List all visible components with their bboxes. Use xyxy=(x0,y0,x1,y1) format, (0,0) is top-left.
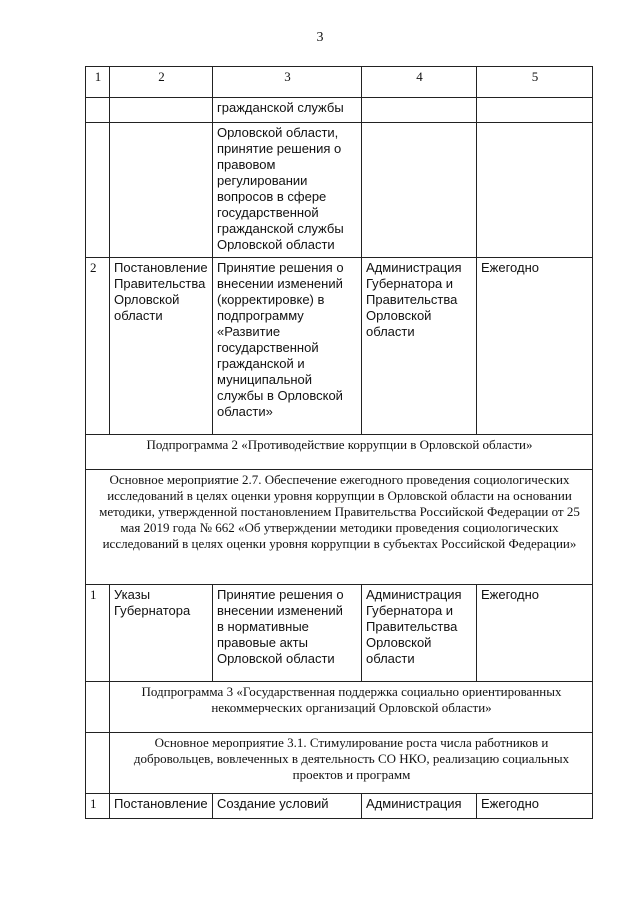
cell-decision-continued: гражданской службы xyxy=(213,98,362,123)
text-line: Администрация xyxy=(366,587,462,602)
cell-row-number: 1 xyxy=(86,794,110,819)
text-line: Правительства xyxy=(366,619,458,634)
cell-decision-text xyxy=(213,585,362,682)
table-row xyxy=(86,258,593,435)
text-line: регулировании xyxy=(217,173,308,188)
text-line: государственной xyxy=(217,340,319,355)
text-line: службы в Орловской xyxy=(217,388,343,403)
cell-deadline: Ежегодно xyxy=(477,258,593,435)
text-line: Орловской xyxy=(366,635,432,650)
text-line: Правительства xyxy=(366,292,458,307)
text-line: (корректировке) в xyxy=(217,292,325,307)
text-line: внесении изменений xyxy=(217,276,343,291)
text-line: области xyxy=(366,651,415,666)
text-line: принятие решения о xyxy=(217,141,342,156)
base-measure-row xyxy=(86,470,593,585)
cell-empty xyxy=(86,123,110,258)
cell-empty xyxy=(477,123,593,258)
text-line: подпрограмму xyxy=(217,308,304,323)
header-col-3: 3 xyxy=(213,67,362,98)
header-col-5: 5 xyxy=(477,67,593,98)
base-measure-3-1: Основное мероприятие 3.1. Стимулирование роста числа работников и добровольцев, вовлеченных в деятельность СО НКО, реализацию социальных проектов и программ xyxy=(110,733,593,794)
subprogram-heading-row xyxy=(86,435,593,470)
text-line: области xyxy=(366,324,415,339)
text-line: Принятие решения о xyxy=(217,587,344,602)
cell-decision-text xyxy=(213,123,362,258)
header-col-4: 4 xyxy=(362,67,477,98)
table-header-row xyxy=(86,67,593,98)
text-line: внесении изменений xyxy=(217,603,343,618)
subprogram-2-heading: Подпрограмма 2 «Противодействие коррупции в Орловской области» xyxy=(86,435,593,470)
cell-decision-text xyxy=(213,258,362,435)
subprogram-heading-row xyxy=(86,682,593,733)
cell-document-type xyxy=(110,258,213,435)
header-col-1: 1 xyxy=(86,67,110,98)
measures-table xyxy=(85,66,593,819)
table-row-continued-mid xyxy=(86,123,593,258)
text-line: гражданской службы xyxy=(217,221,344,236)
text-line: в нормативные xyxy=(217,619,309,634)
page-number: 3 xyxy=(316,30,324,45)
text-line: Губернатора и xyxy=(366,603,454,618)
text-line: вопросов в сфере xyxy=(217,189,327,204)
text-line: правовые акты xyxy=(217,635,308,650)
cell-responsible xyxy=(362,258,477,435)
table-row-continued-top xyxy=(86,98,593,123)
text-line: Принятие решения о xyxy=(217,260,344,275)
cell-empty xyxy=(86,733,110,794)
text-line: Орловской области, xyxy=(217,125,339,140)
text-line: Губернатора xyxy=(114,603,191,618)
text-line: гражданской и xyxy=(217,356,305,371)
text-line: области xyxy=(114,308,163,323)
cell-deadline: Ежегодно xyxy=(477,585,593,682)
text-line: Орловской области xyxy=(217,651,335,666)
text-line: муниципальной xyxy=(217,372,313,387)
text-line: правовом xyxy=(217,157,276,172)
cell-empty xyxy=(362,123,477,258)
cell-empty xyxy=(86,98,110,123)
cell-row-number: 2 xyxy=(86,258,110,435)
text-line: государственной xyxy=(217,205,319,220)
table-row xyxy=(86,794,593,819)
text-line: Администрация xyxy=(366,260,462,275)
cell-document-type xyxy=(110,585,213,682)
text-line: области» xyxy=(217,404,273,419)
subprogram-3-heading: Подпрограмма 3 «Государственная поддержка социально ориентированных некоммерческих организаций Орловской области» xyxy=(110,682,593,733)
cell-empty xyxy=(362,98,477,123)
cell-responsible xyxy=(362,585,477,682)
text-line: Орловской области xyxy=(217,237,335,252)
base-measure-2-7: Основное мероприятие 2.7. Обеспечение ежегодного проведения социологических исследований в целях оценки уровня коррупции в Орловской области на основании методики, утвержденной постановлением Правительства Российской Федерации от 25 мая 2019 года № 662 «Об утверждении методики проведения социологических исследований в целях оценки уровня коррупции в субъектах Российской Федерации» xyxy=(86,470,593,585)
text-line: Постановление xyxy=(114,260,208,275)
base-measure-row xyxy=(86,733,593,794)
cell-deadline: Ежегодно xyxy=(477,794,593,819)
text-line: Орловской xyxy=(366,308,432,323)
cell-empty xyxy=(477,98,593,123)
cell-empty xyxy=(110,123,213,258)
text-line: Правительства xyxy=(114,276,206,291)
cell-decision-text: Создание условий xyxy=(213,794,362,819)
cell-empty xyxy=(86,682,110,733)
text-line: Указы xyxy=(114,587,151,602)
cell-empty xyxy=(110,98,213,123)
text-line: Орловской xyxy=(114,292,180,307)
cell-document-type: Постановление xyxy=(110,794,213,819)
header-col-2: 2 xyxy=(110,67,213,98)
cell-row-number: 1 xyxy=(86,585,110,682)
text-line: Губернатора и xyxy=(366,276,454,291)
table-row xyxy=(86,585,593,682)
text-line: «Развитие xyxy=(217,324,281,339)
cell-responsible: Администрация xyxy=(362,794,477,819)
